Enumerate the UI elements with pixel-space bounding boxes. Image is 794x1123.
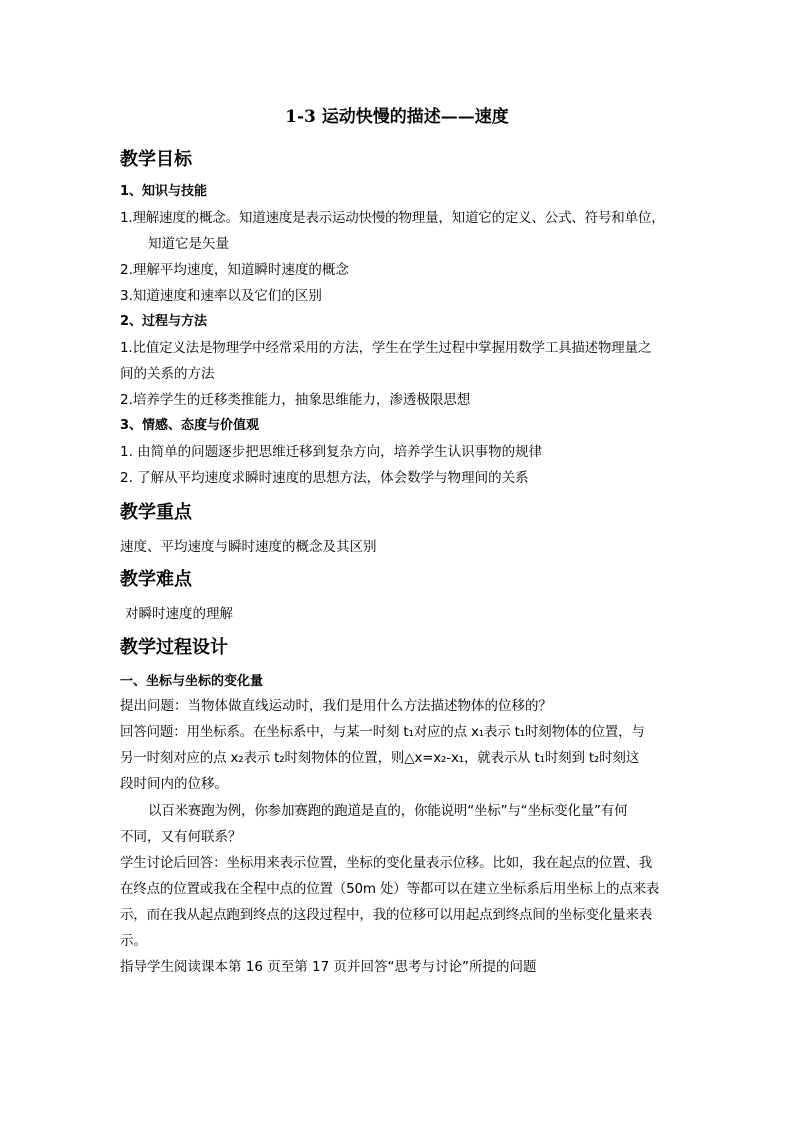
subheading-values: 3、情感、态度与价值观 xyxy=(120,418,260,433)
answer-1-line-1: 回答问题：用坐标系。在坐标系中，与某一时刻 t₁对应的点 x₁表示 t₁时刻物体的位置，与 xyxy=(120,724,645,740)
discussion-line-1: 学生讨论后回答：坐标用来表示位置，坐标的变化量表示位移。比如，我在起点的位置、我 xyxy=(120,855,652,871)
heading-teaching-goals: 教学目标 xyxy=(120,149,192,170)
example-line-2: 不同，又有何联系？ xyxy=(120,829,242,845)
discussion-line-3: 示，而在我从起点跑到终点的这段过程中，我的位移可以用起点到终点间的坐标变化量来表 xyxy=(120,907,652,923)
example-line-1: 以百米赛跑为例，你参加赛跑的跑道是直的，你能说明“坐标”与“坐标变化量”有何 xyxy=(148,803,628,819)
knowledge-item-1-cont: 知道它是矢量 xyxy=(148,236,229,252)
key-points-text: 速度、平均速度与瞬时速度的概念及其区别 xyxy=(120,539,377,555)
method-item-1: 1.比值定义法是物理学中经常采用的方法，学生在学生过程中掌握用数学工具描述物理量之 xyxy=(120,340,652,356)
discussion-line-2: 在终点的位置或我在全程中点的位置（50m 处）等都可以在建立坐标系后用坐标上的点来表 xyxy=(120,881,660,897)
difficulties-text: 对瞬时速度的理解 xyxy=(125,606,233,622)
subheading-knowledge-skills: 1、知识与技能 xyxy=(120,184,208,199)
values-item-2: 2. 了解从平均速度求瞬时速度的思想方法，体会数学与物理间的关系 xyxy=(120,470,529,486)
method-item-2: 2.培养学生的迁移类推能力，抽象思维能力，渗透极限思想 xyxy=(120,392,471,408)
question-1: 提出问题：当物体做直线运动时，我们是用什么方法描述物体的位移的？ xyxy=(120,698,552,714)
knowledge-item-2: 2.理解平均速度，知道瞬时速度的概念 xyxy=(120,262,349,278)
discussion-line-4: 示。 xyxy=(120,933,147,949)
guide-text: 指导学生阅读课本第 16 页至第 17 页并回答“思考与讨论”所提的问题 xyxy=(120,959,537,975)
knowledge-item-1: 1.理解速度的概念。知道速度是表示运动快慢的物理量，知道它的定义、公式、符号和单位， xyxy=(120,210,665,226)
values-item-1: 1. 由简单的问题逐步把思维迁移到复杂方向，培养学生认识事物的规律 xyxy=(120,444,543,460)
answer-1-line-2: 另一时刻对应的点 x₂表示 t₂时刻物体的位置，则△x=x₂-x₁，就表示从 t₁时刻到 t₂时刻这 xyxy=(120,750,640,766)
part1-heading: 一、坐标与坐标的变化量 xyxy=(120,674,264,689)
knowledge-item-3: 3.知道速度和速率以及它们的区别 xyxy=(120,288,322,304)
heading-difficulties: 教学难点 xyxy=(120,569,192,590)
heading-process-design: 教学过程设计 xyxy=(120,637,228,658)
heading-key-points: 教学重点 xyxy=(120,502,192,523)
method-item-1-cont: 间的关系的方法 xyxy=(120,366,215,382)
subheading-process-methods: 2、过程与方法 xyxy=(120,314,208,329)
document-title: 1-3 运动快慢的描述——速度 xyxy=(285,107,509,127)
answer-1-line-3: 段时间内的位移。 xyxy=(120,776,228,792)
